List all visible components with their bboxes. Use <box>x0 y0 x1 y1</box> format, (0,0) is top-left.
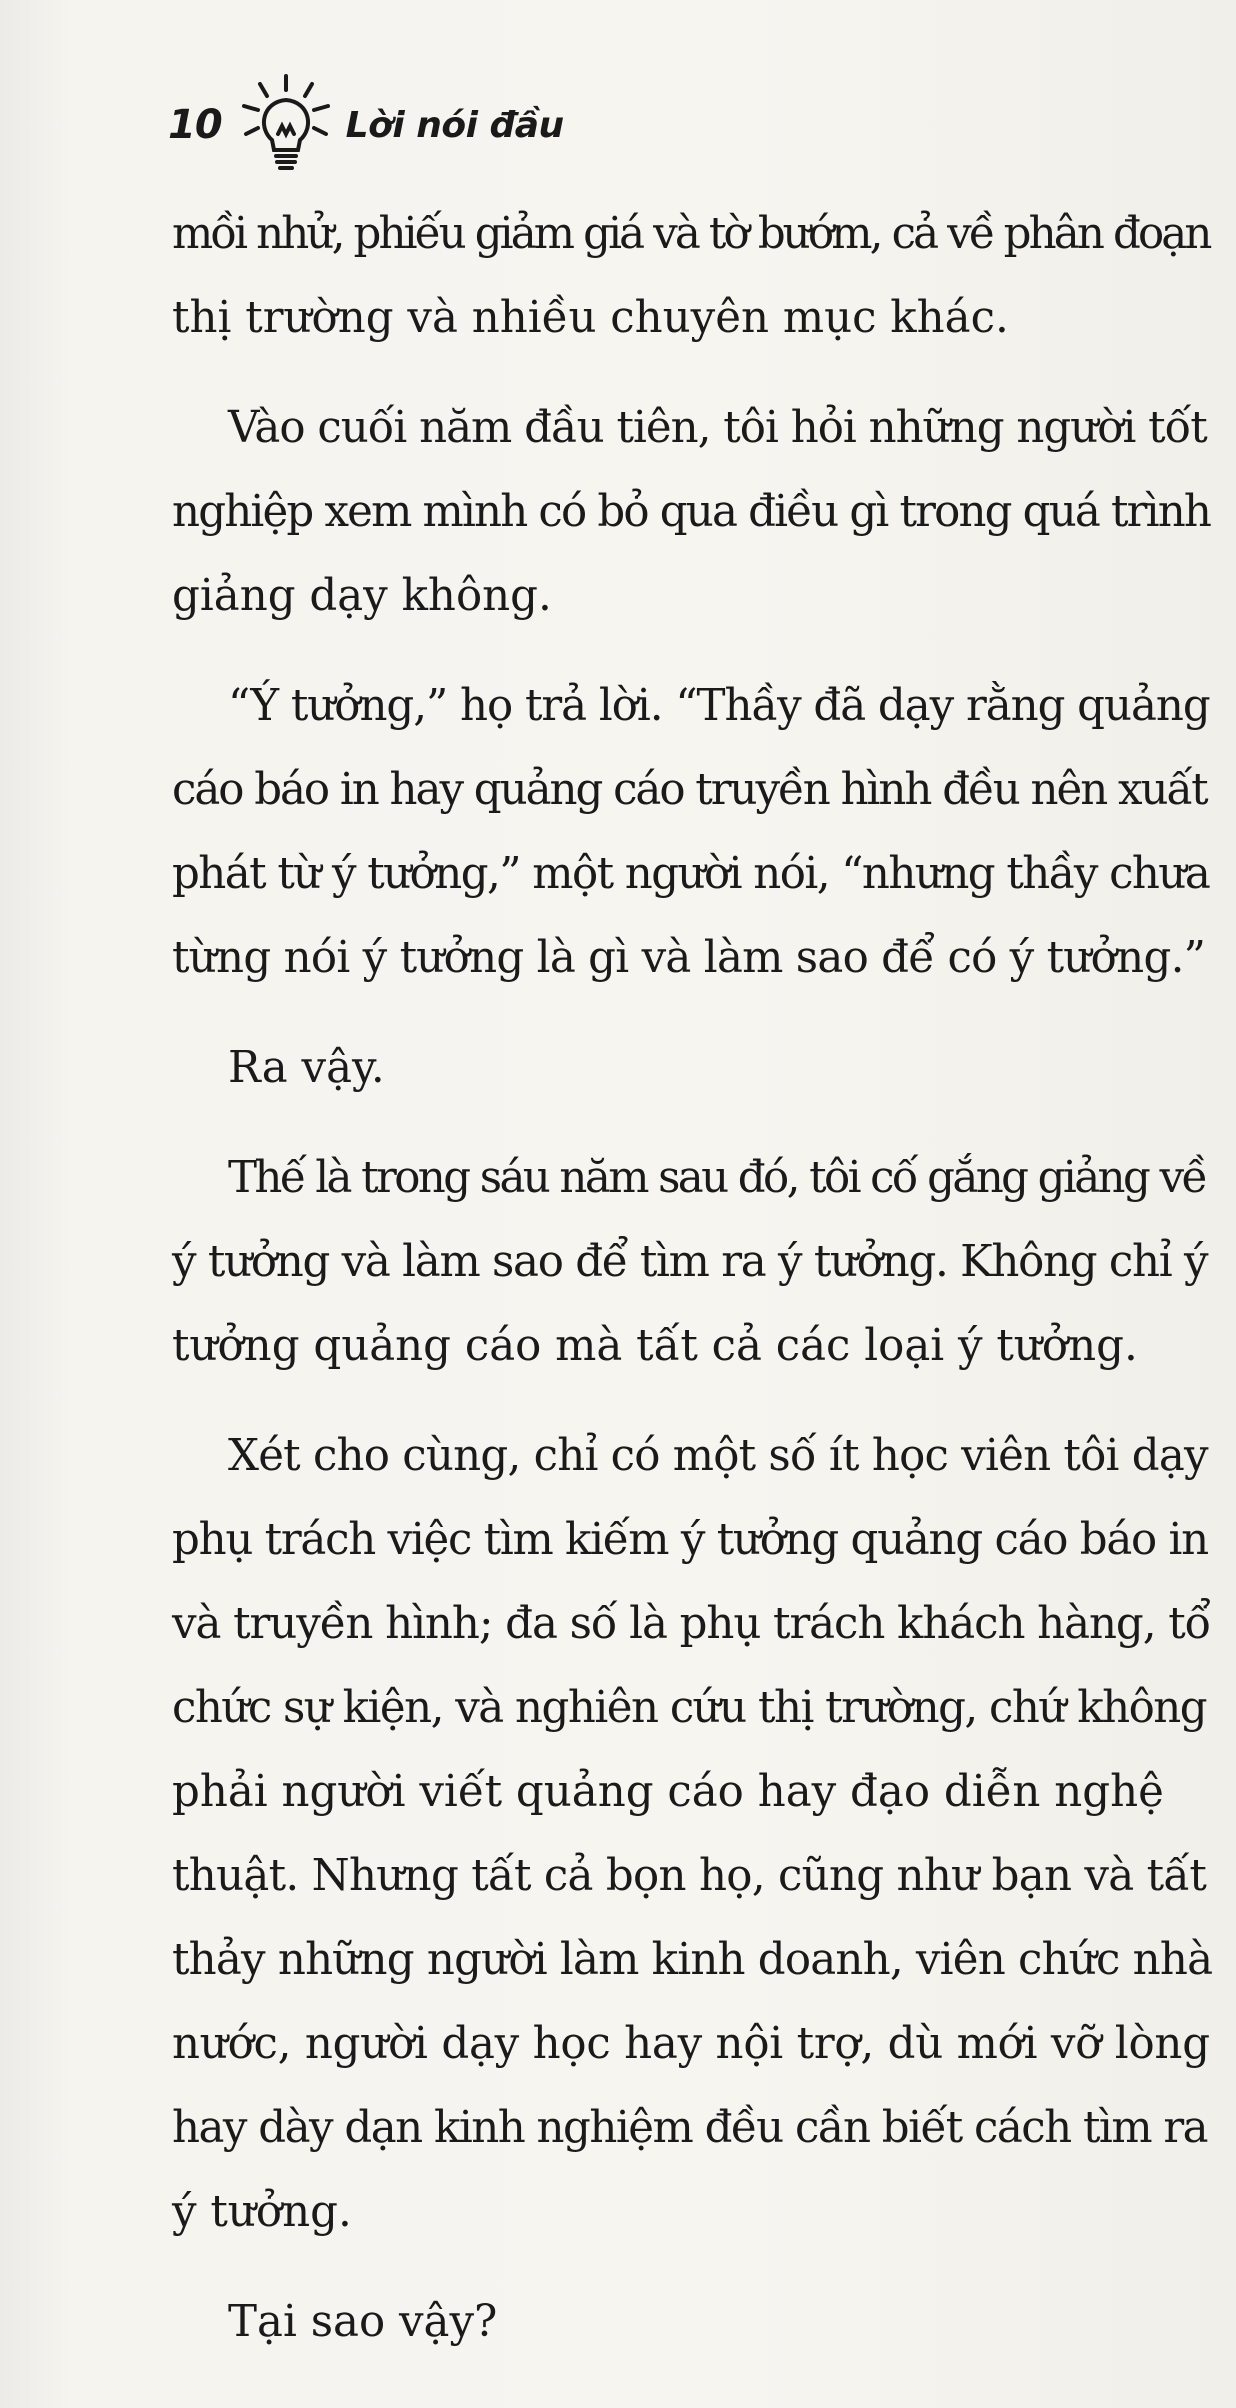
text-line: mồi nhử, phiếu giảm giá và tờ bướm, cả về phân đoạn <box>172 209 1210 259</box>
text-line: Thế là trong sáu năm sau đó, tôi cố gắng giảng về <box>228 1153 1206 1203</box>
paragraph <box>172 2280 1212 2364</box>
text-line: hay dày dạn kinh nghiệm đều cần biết cách tìm ra <box>172 2103 1208 2153</box>
text-line: phụ trách việc tìm kiếm ý tưởng quảng cáo báo in <box>172 1515 1208 1565</box>
text-line: Xét cho cùng, chỉ có một số ít học viên tôi dạy <box>228 1431 1208 1481</box>
text-line: giảng dạy không. <box>172 571 552 621</box>
text-line: phải người viết quảng cáo hay đạo diễn nghệ <box>172 1767 1164 1817</box>
paragraph <box>172 386 1212 638</box>
paragraph <box>172 664 1212 1000</box>
text-line: phát từ ý tưởng,” một người nói, “nhưng thầy chưa <box>172 849 1210 899</box>
text-line: Tại sao vậy? <box>228 2297 498 2347</box>
text-line: và truyền hình; đa số là phụ trách khách hàng, tổ <box>172 1599 1211 1649</box>
text-line: Vào cuối năm đầu tiên, tôi hỏi những người tốt <box>228 403 1207 453</box>
paragraph <box>172 1136 1212 1388</box>
lightbulb-icon <box>236 70 336 180</box>
text-line: từng nói ý tưởng là gì và làm sao để có ý tưởng.” <box>172 933 1206 983</box>
paragraph <box>172 1414 1212 2254</box>
page-number: 10 <box>168 102 222 148</box>
paragraph <box>172 1026 1212 1110</box>
chapter-title: Lời nói đầu <box>345 104 564 146</box>
page-header <box>168 70 564 180</box>
text-line: thuật. Nhưng tất cả bọn họ, cũng như bạn và tất <box>172 1851 1207 1901</box>
text-line: ý tưởng và làm sao để tìm ra ý tưởng. Không chỉ ý <box>172 1237 1208 1287</box>
text-line: thảy những người làm kinh doanh, viên chức nhà <box>172 1935 1213 1985</box>
text-line: nước, người dạy học hay nội trợ, dù mới vỡ lòng <box>172 2019 1210 2069</box>
paragraph <box>172 192 1212 360</box>
text-line: cáo báo in hay quảng cáo truyền hình đều nên xuất <box>172 765 1207 815</box>
text-line: chức sự kiện, và nghiên cứu thị trường, chứ không <box>172 1683 1207 1733</box>
text-line: ý tưởng. <box>172 2187 352 2237</box>
text-line: nghiệp xem mình có bỏ qua điều gì trong quá trình <box>172 487 1211 537</box>
text-line: thị trường và nhiều chuyên mục khác. <box>172 293 1009 343</box>
text-line: tưởng quảng cáo mà tất cả các loại ý tưởng. <box>172 1321 1138 1371</box>
text-line: Ra vậy. <box>228 1043 385 1093</box>
body-text <box>172 192 1212 2364</box>
text-line: “Ý tưởng,” họ trả lời. “Thầy đã dạy rằng quảng <box>228 681 1210 731</box>
